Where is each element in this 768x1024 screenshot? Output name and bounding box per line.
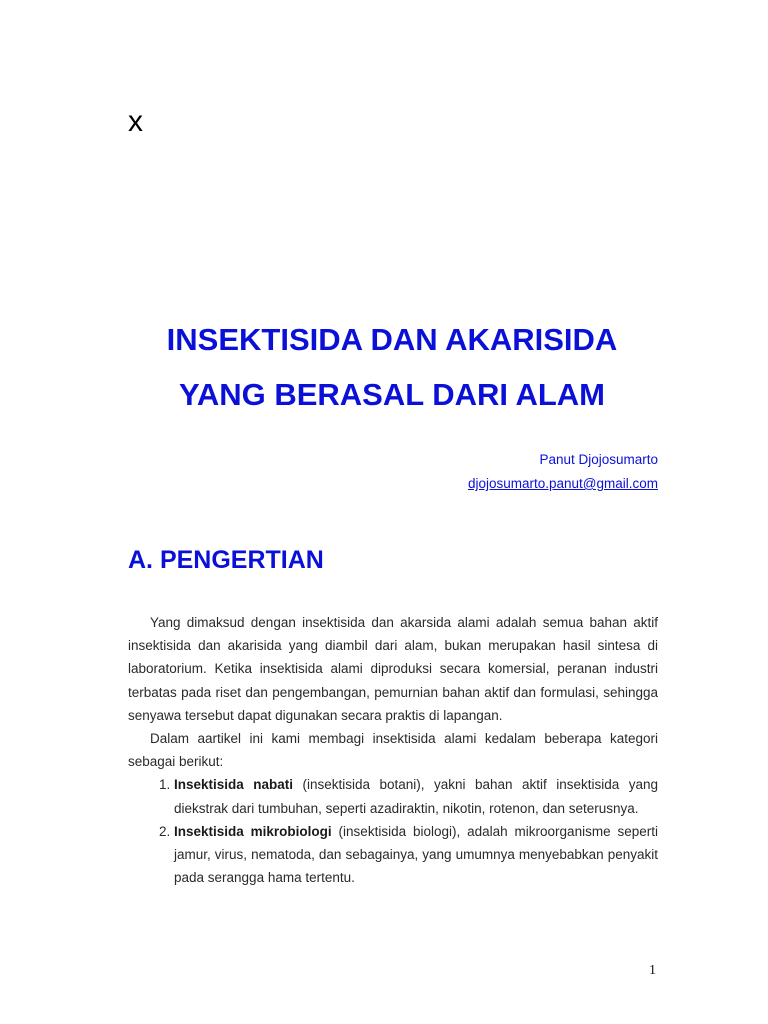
section-body — [128, 611, 658, 889]
list-item — [174, 820, 658, 890]
section-heading: A. PENGERTIAN — [128, 546, 324, 574]
list-item-term: Insektisida nabati — [174, 777, 294, 793]
list-item-text: (insektisida botani), yakni bahan aktif insektisida yang diekstrak dari tumbuhan, seperti azadiraktin, nikotin, rotenon, dan seterusnya. — [174, 777, 658, 816]
list-item — [174, 773, 658, 819]
title-line-2: YANG BERASAL DARI ALAM — [179, 377, 605, 412]
author-email-link[interactable]: djojosumarto.panut@gmail.com — [467, 476, 658, 491]
page-number: 1 — [649, 963, 656, 978]
corner-mark: x — [128, 105, 143, 138]
category-list — [128, 773, 658, 889]
paragraph: Dalam aartikel ini kami membagi insektisida alami kedalam beberapa kategori sebagai berikut: — [128, 731, 658, 770]
list-item-text: (insektisida biologi), adalah mikroorganisme seperti jamur, virus, nematoda, dan sebagainya, yang umumnya menyebabkan penyakit pada serangga hama tertentu. — [174, 823, 658, 886]
title-line-1: INSEKTISIDA DAN AKARISIDA — [166, 322, 618, 357]
list-item-term: Insektisida mikrobiologi — [174, 823, 332, 839]
author-name: Panut Djojosumarto — [539, 452, 658, 467]
paragraph: Yang dimaksud dengan insektisida dan akarsida alami adalah semua bahan aktif insektisida dan akarisida yang diambil dari alam, bukan merupakan hasil sintesa di laboratorium. Ketika insektisida alami diproduksi secara komersial, peranan industri terbatas pada riset dan pengembangan, pemurnian bahan aktif dan formulasi, sehingga senyawa tersebut dapat digunakan secara praktis di lapangan. — [128, 615, 658, 723]
